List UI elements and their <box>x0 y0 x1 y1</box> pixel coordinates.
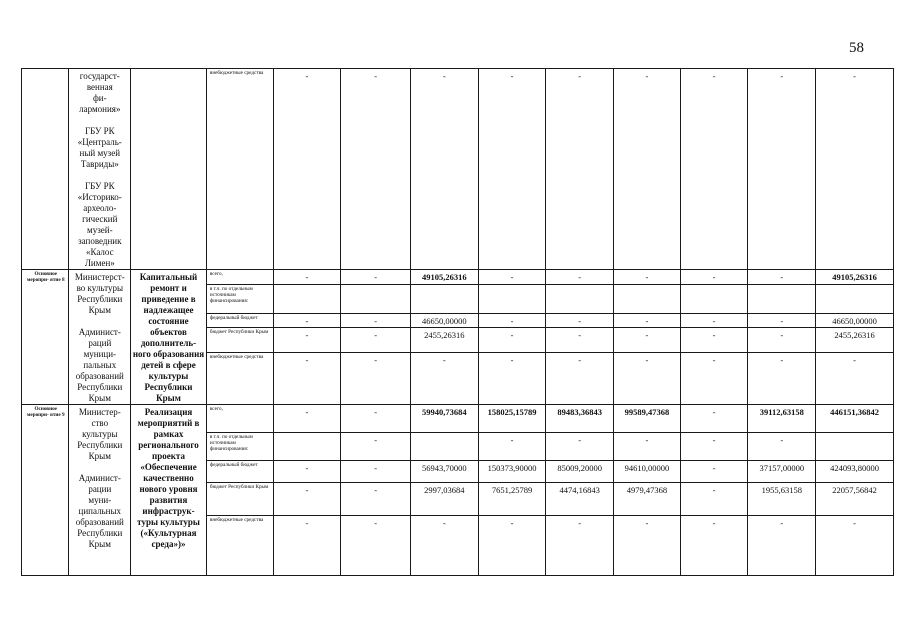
block1-executor-line: музей- <box>87 225 113 235</box>
block3-source-4: внебюджетные средства <box>206 516 273 576</box>
block2-executor-line: Республики <box>77 382 123 392</box>
block2-r1-v0 <box>273 284 341 313</box>
block2-r3-v8: 2455,26316 <box>816 328 894 353</box>
block3-r2-v8: 424093,80000 <box>816 461 894 483</box>
block3-r2-v7: 37157,00000 <box>748 461 816 483</box>
block2-r2-v3: - <box>478 313 546 328</box>
block3-executor-line: культуры <box>82 429 118 439</box>
block2-r4-v2: - <box>410 353 478 405</box>
block3-r3-v8: 22057,56842 <box>816 483 894 516</box>
block2-source-0: всего, <box>206 270 273 285</box>
block2-r0-v2: 49105,26316 <box>410 270 478 285</box>
block3-r3-v5: 4979,47368 <box>614 483 681 516</box>
block2-source-2: федеральный бюджет <box>206 313 273 328</box>
block3-r2-v3: 150373,90000 <box>478 461 546 483</box>
block1-executor-line: «Историко- <box>77 192 122 202</box>
block3-r3-v3: 7651,25789 <box>478 483 546 516</box>
block3-r4-v5: - <box>614 516 681 576</box>
block3-r4-v1: - <box>341 516 411 576</box>
block3-r2-v5: 94610,00000 <box>614 461 681 483</box>
block3-r1-v3: - <box>478 433 546 461</box>
block1-executor-line: заповедник <box>78 236 122 246</box>
block2-r3-v7: - <box>748 328 816 353</box>
block1-value-5: - <box>546 69 614 270</box>
block3-source-3: бюджет Республики Крым <box>206 483 273 516</box>
block3-r0-v6: - <box>680 405 748 433</box>
block1-source: внебюджетные средства <box>206 69 273 270</box>
block1-value-4: - <box>478 69 546 270</box>
block2-r0-v1: - <box>341 270 411 285</box>
block3-r0-v4: 89483,36843 <box>546 405 614 433</box>
block3-r3-v6: - <box>680 483 748 516</box>
block2-executor-line: пальных <box>83 360 117 370</box>
block3-r1-v0 <box>273 433 341 461</box>
block3-executor-line: Крым <box>88 451 111 461</box>
block2-title: Капитальный ремонт и приведение в надлежащее состояние объектов дополнитель- ного образования детей в сфере культуры Республики Крым <box>131 270 207 405</box>
block3-executor-line: Республики <box>77 440 123 450</box>
block2-label: Основное меропри- ятие 8 <box>22 270 69 405</box>
block2-r1-v5 <box>614 284 681 313</box>
block3-r0-v0: - <box>273 405 341 433</box>
block2-r3-v1: - <box>341 328 411 353</box>
block2-r0-v5: - <box>614 270 681 285</box>
block3-executor-line: Министер- <box>78 407 121 417</box>
block2-r0-v4: - <box>546 270 614 285</box>
block3-r0-v5: 99589,47368 <box>614 405 681 433</box>
block1-value-3: - <box>410 69 478 270</box>
block3-executors <box>69 405 131 576</box>
block2-source-1: в т.ч. по отдельным источникам финансирования: <box>206 284 273 313</box>
block1-executor-line: Тавриды» <box>80 159 119 169</box>
block3-r1-v7: - <box>748 433 816 461</box>
block2-source-3: бюджет Республики Крым <box>206 328 273 353</box>
block1-executor-line: гический <box>82 214 118 224</box>
block3-r4-v8: - <box>816 516 894 576</box>
block2-executor-line: образований <box>75 371 124 381</box>
block2-executors <box>69 270 131 405</box>
block2-r3-v3: - <box>478 328 546 353</box>
block3-executor-line: Админист- <box>78 473 121 483</box>
block2-r4-v3: - <box>478 353 546 405</box>
block1-executor-line: «Централь- <box>77 137 122 147</box>
block1-executor-line: ГБУ РК <box>84 181 115 191</box>
block2-r4-v4: - <box>546 353 614 405</box>
block2-r1-v7 <box>748 284 816 313</box>
block2-executor-line: Крым <box>88 393 111 403</box>
block2-r2-v0: - <box>273 313 341 328</box>
block2-r2-v8: 46650,00000 <box>816 313 894 328</box>
block2-r1-v6 <box>680 284 748 313</box>
block3-r1-v2 <box>410 433 478 461</box>
block3-r2-v1: - <box>341 461 411 483</box>
block3-r4-v6: - <box>680 516 748 576</box>
block1-value-7: - <box>680 69 748 270</box>
block1-executor-line: лармония» <box>79 104 121 114</box>
block3-source-1: в т.ч. по отдельным источникам финансирования: <box>206 433 273 461</box>
page-number: 58 <box>849 40 864 56</box>
block2-r2-v5: - <box>614 313 681 328</box>
block3-source-2: федеральный бюджет <box>206 461 273 483</box>
block2-r3-v5: - <box>614 328 681 353</box>
block1-executors <box>69 69 131 270</box>
block2-r4-v1: - <box>341 353 411 405</box>
block2-source-4: внебюджетные средства <box>206 353 273 405</box>
block1-executor-line: Лимен» <box>84 258 115 268</box>
block3-r1-v1: - <box>341 433 411 461</box>
block3-label: Основное меропри- ятие 9 <box>22 405 69 576</box>
block3-executor-line: муни- <box>88 495 112 505</box>
block2-r2-v4: - <box>546 313 614 328</box>
block2-r3-v0: - <box>273 328 341 353</box>
block2-r1-v4 <box>546 284 614 313</box>
block3-r1-v5: - <box>614 433 681 461</box>
block2-r3-v2: 2455,26316 <box>410 328 478 353</box>
block2-executor-line: раций <box>88 338 112 348</box>
block3-executor-line: образований <box>75 517 124 527</box>
block1-label-cell <box>22 69 69 270</box>
block3-r1-v4: - <box>546 433 614 461</box>
block1-value-9: - <box>816 69 894 270</box>
block2-r0-v0: - <box>273 270 341 285</box>
block2-r0-v3: - <box>478 270 546 285</box>
block2-executor-line: муници- <box>83 349 117 359</box>
block3-r4-v2: - <box>410 516 478 576</box>
block3-r2-v2: 56943,70000 <box>410 461 478 483</box>
block2-r3-v6: - <box>680 328 748 353</box>
block2-r0-v8: 49105,26316 <box>816 270 894 285</box>
block3-r0-v3: 158025,15789 <box>478 405 546 433</box>
block1-executor-line <box>69 115 130 126</box>
block2-r4-v8: - <box>816 353 894 405</box>
block2-r1-v2 <box>410 284 478 313</box>
block3-r4-v7: - <box>748 516 816 576</box>
block1-value-1: - <box>273 69 341 270</box>
block3-r3-v7: 1955,63158 <box>748 483 816 516</box>
block2-executor-line: Админист- <box>78 327 121 337</box>
block2-r1-v8 <box>816 284 894 313</box>
block2-r2-v6: - <box>680 313 748 328</box>
block1-executor-line: ный музей <box>79 148 121 158</box>
block2-r4-v5: - <box>614 353 681 405</box>
block3-executor-line <box>69 462 130 473</box>
block1-title-cell <box>131 69 207 270</box>
block2-executor-line: Министерст- <box>74 272 125 282</box>
block3-executor-line: Крым <box>88 539 111 549</box>
block1-value-6: - <box>614 69 681 270</box>
block2-r0-v6: - <box>680 270 748 285</box>
block2-executor-line <box>69 316 130 327</box>
block3-executor-line: ство <box>91 418 109 428</box>
block1-value-2: - <box>341 69 411 270</box>
block3-row-total <box>22 405 894 433</box>
block2-r1-v3 <box>478 284 546 313</box>
block1-executor-line: «Калос <box>85 247 114 257</box>
block3-r1-v6: - <box>680 433 748 461</box>
block3-title: Реализация мероприятий в рамках регионального проекта «Обеспечение качественно нового уровня развития инфраструк- туры культуры («Культурная среда»)» <box>131 405 207 576</box>
block1-executor-line <box>69 170 130 181</box>
block2-r2-v2: 46650,00000 <box>410 313 478 328</box>
block3-r0-v2: 59940,73684 <box>410 405 478 433</box>
block2-r4-v7: - <box>748 353 816 405</box>
block2-r2-v1: - <box>341 313 411 328</box>
block2-r3-v4: - <box>546 328 614 353</box>
block2-r2-v7: - <box>748 313 816 328</box>
block3-r3-v1: - <box>341 483 411 516</box>
block1-executor-line: фи- <box>92 93 107 103</box>
block1-executor-line: ГБУ РК <box>84 126 115 136</box>
block2-row-total <box>22 270 894 285</box>
block3-r1-v8 <box>816 433 894 461</box>
block3-executor-line: рации <box>88 484 112 494</box>
block3-r4-v3: - <box>478 516 546 576</box>
block2-r1-v1 <box>341 284 411 313</box>
block3-r3-v2: 2997,03684 <box>410 483 478 516</box>
block2-executor-line: во культуры <box>76 283 123 293</box>
block3-executor-line: ципальных <box>78 506 122 516</box>
block3-r4-v0: - <box>273 516 341 576</box>
block2-r4-v0: - <box>273 353 341 405</box>
block3-r0-v1: - <box>341 405 411 433</box>
block2-r4-v6: - <box>680 353 748 405</box>
block3-r3-v0: - <box>273 483 341 516</box>
block3-r4-v4: - <box>546 516 614 576</box>
block3-r2-v0: - <box>273 461 341 483</box>
budget-table <box>21 68 894 576</box>
block1-row <box>22 69 894 270</box>
block3-r2-v6: - <box>680 461 748 483</box>
block3-r2-v4: 85009,20000 <box>546 461 614 483</box>
block3-executor-line: Республики <box>77 528 123 538</box>
block1-executor-line: венная <box>86 82 113 92</box>
block1-value-8: - <box>748 69 816 270</box>
block3-r0-v7: 39112,63158 <box>748 405 816 433</box>
block2-executor-line: Крым <box>88 305 111 315</box>
block3-r3-v4: 4474,16843 <box>546 483 614 516</box>
block1-executor-line: археоло- <box>83 203 117 213</box>
block3-source-0: всего, <box>206 405 273 433</box>
block3-r0-v8: 446151,36842 <box>816 405 894 433</box>
block2-executor-line: Республики <box>77 294 123 304</box>
block1-executor-line: государст- <box>79 71 120 81</box>
block2-r0-v7: - <box>748 270 816 285</box>
